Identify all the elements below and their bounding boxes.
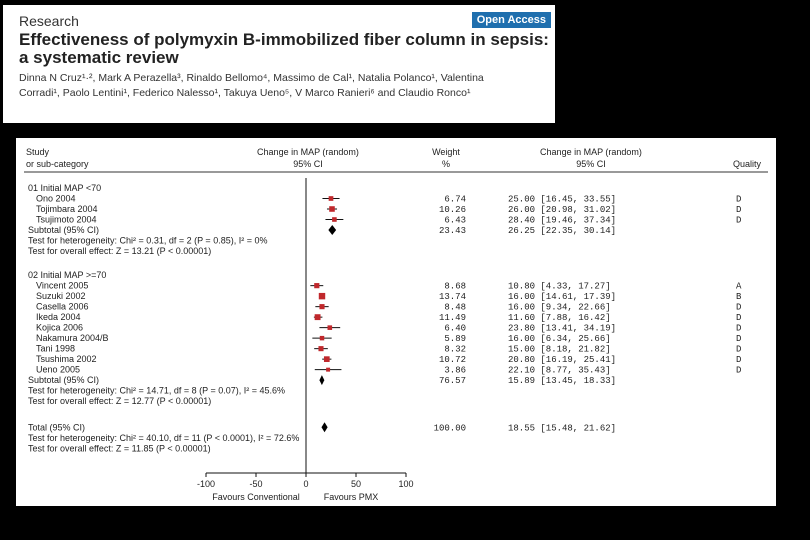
open-access-badge[interactable]: Open Access — [472, 12, 551, 28]
favours-pmx-label: Favours PMX — [323, 492, 379, 502]
article-title: Effectiveness of polymyxin B-immobilized fiber column in sepsis: a systematic review — [19, 30, 549, 67]
col-header-study-sub: or sub-category — [26, 159, 89, 169]
study-marker — [328, 325, 333, 330]
col-header-weight-sub: % — [441, 159, 451, 169]
col-header-ci: Change in MAP (random) — [540, 147, 642, 157]
subgroup-label: 01 Initial MAP <70 — [28, 183, 102, 193]
study-name: Ono 2004 — [36, 193, 76, 204]
study-weight: 8.32 — [444, 344, 466, 355]
study-ci: 10.80 [4.33, 17.27] — [508, 281, 611, 292]
study-quality: D — [736, 215, 742, 226]
total-label: Total (95% CI) — [28, 422, 86, 433]
study-ci: 16.00 [14.61, 17.39] — [508, 292, 617, 303]
study-quality: B — [736, 292, 742, 303]
study-name: Tojimbara 2004 — [36, 204, 98, 214]
study-weight: 10.26 — [438, 205, 466, 215]
study-marker — [329, 196, 334, 201]
study-marker — [329, 206, 335, 212]
study-marker — [315, 314, 321, 320]
heterogeneity-test: Test for heterogeneity: Chi² = 14.71, df = 8 (P = 0.07), I² = 45.6% — [28, 385, 285, 396]
col-header-quality: Quality — [733, 159, 762, 169]
study-quality: D — [736, 355, 742, 366]
summary-ci: 26.25 [22.35, 30.14] — [508, 226, 617, 236]
study-marker — [319, 293, 325, 299]
subgroup-label: 02 Initial MAP >=70 — [28, 270, 107, 281]
summary-weight: 23.43 — [438, 226, 466, 236]
study-ci: 23.80 [13.41, 34.19] — [508, 323, 617, 334]
study-quality: D — [736, 334, 742, 345]
study-name: Tsushima 2002 — [36, 354, 97, 365]
study-weight: 11.49 — [438, 313, 466, 324]
study-quality: D — [736, 302, 742, 313]
study-marker — [318, 346, 323, 351]
summary-diamond — [319, 375, 324, 385]
study-ci: 22.10 [8.77, 35.43] — [508, 365, 611, 376]
study-quality: D — [736, 344, 742, 355]
total-diamond — [321, 422, 327, 432]
study-ci: 11.60 [7.88, 16.42] — [508, 313, 611, 324]
study-name: Tsujimoto 2004 — [36, 214, 97, 225]
study-ci: 26.00 [20.98, 31.02] — [508, 205, 617, 215]
forest-plot-panel — [16, 138, 776, 506]
study-marker — [324, 356, 330, 362]
subtotal-label: Subtotal (95% CI) — [28, 225, 100, 235]
study-name: Vincent 2005 — [36, 280, 89, 291]
study-name: Ueno 2005 — [36, 364, 81, 375]
study-name: Kojica 2006 — [36, 322, 84, 333]
study-marker — [320, 336, 324, 340]
study-weight: 6.74 — [444, 194, 466, 205]
study-ci: 15.00 [8.18, 21.82] — [508, 344, 611, 355]
col-header-weight: Weight — [432, 147, 460, 157]
study-marker — [314, 283, 319, 288]
x-tick-label: -100 — [196, 479, 216, 489]
study-name: Casella 2006 — [36, 301, 89, 312]
favours-conventional-label: Favours Conventional — [212, 492, 300, 502]
study-weight: 8.68 — [444, 281, 466, 292]
x-tick-label: 100 — [398, 479, 414, 489]
study-marker — [332, 217, 337, 222]
study-weight: 5.89 — [444, 334, 466, 345]
study-marker — [326, 368, 330, 372]
total-weight: 100.00 — [433, 423, 466, 434]
study-weight: 10.72 — [438, 355, 466, 366]
study-name: Nakamura 2004/B — [36, 333, 109, 344]
article-header — [3, 5, 555, 123]
study-marker — [319, 304, 324, 309]
x-tick-label: 50 — [350, 479, 362, 489]
overall-effect-test: Test for overall effect: Z = 13.21 (P < 0.00001) — [28, 246, 212, 256]
study-ci: 25.00 [16.45, 33.55] — [508, 194, 617, 205]
heterogeneity-test: Test for heterogeneity: Chi² = 0.31, df = 2 (P = 0.85), I² = 0% — [28, 235, 268, 246]
col-header-ci-sub: 95% CI — [576, 159, 606, 169]
summary-weight: 76.57 — [438, 376, 466, 387]
x-tick-label: -50 — [249, 479, 263, 489]
forest-plot — [16, 138, 776, 506]
study-name: Ikeda 2004 — [36, 312, 81, 323]
study-quality: D — [736, 194, 742, 205]
overall-effect-test: Test for overall effect: Z = 12.77 (P < 0.00001) — [28, 396, 212, 407]
subtotal-label: Subtotal (95% CI) — [28, 375, 100, 386]
x-tick-label: 0 — [303, 479, 309, 489]
author-list: Dinna N Cruz¹·², Mark A Perazella³, Rinaldo Bellomo⁴, Massimo de Cal¹, Natalia Polanco¹, Valentina Corradi¹, Paolo Lentini¹, Federico Nalesso¹, Takuya Ueno⁵, V Marco Ranieri⁶ and Claudio Ronco¹ — [19, 72, 484, 99]
study-name: Suzuki 2002 — [36, 291, 86, 302]
study-quality: D — [736, 323, 742, 334]
section-label: Research — [19, 13, 79, 29]
summary-diamond — [328, 225, 336, 235]
study-ci: 16.00 [6.34, 25.66] — [508, 334, 611, 345]
summary-ci: 15.89 [13.45, 18.33] — [508, 376, 617, 387]
study-quality: A — [736, 281, 742, 292]
study-weight: 6.43 — [444, 215, 466, 226]
study-ci: 28.40 [19.46, 37.34] — [508, 215, 617, 226]
study-quality: D — [736, 205, 742, 215]
study-weight: 3.86 — [444, 365, 466, 376]
study-weight: 8.48 — [444, 302, 466, 313]
study-quality: D — [736, 365, 742, 376]
col-header-effect: Change in MAP (random) — [257, 147, 359, 157]
study-weight: 13.74 — [438, 292, 466, 303]
col-header-effect-sub: 95% CI — [293, 159, 323, 169]
total-ci: 18.55 [15.48, 21.62] — [508, 423, 617, 434]
total-overall-effect-test: Test for overall effect: Z = 11.85 (P < 0.00001) — [28, 443, 211, 454]
study-ci: 16.00 [9.34, 22.66] — [508, 302, 611, 313]
study-weight: 6.40 — [444, 323, 466, 334]
study-quality: D — [736, 313, 742, 324]
total-heterogeneity-test: Test for heterogeneity: Chi² = 40.10, df = 11 (P < 0.0001), I² = 72.6% — [28, 432, 300, 443]
study-name: Tani 1998 — [36, 343, 76, 354]
col-header-study: Study — [26, 147, 50, 157]
study-ci: 20.80 [16.19, 25.41] — [508, 355, 617, 366]
